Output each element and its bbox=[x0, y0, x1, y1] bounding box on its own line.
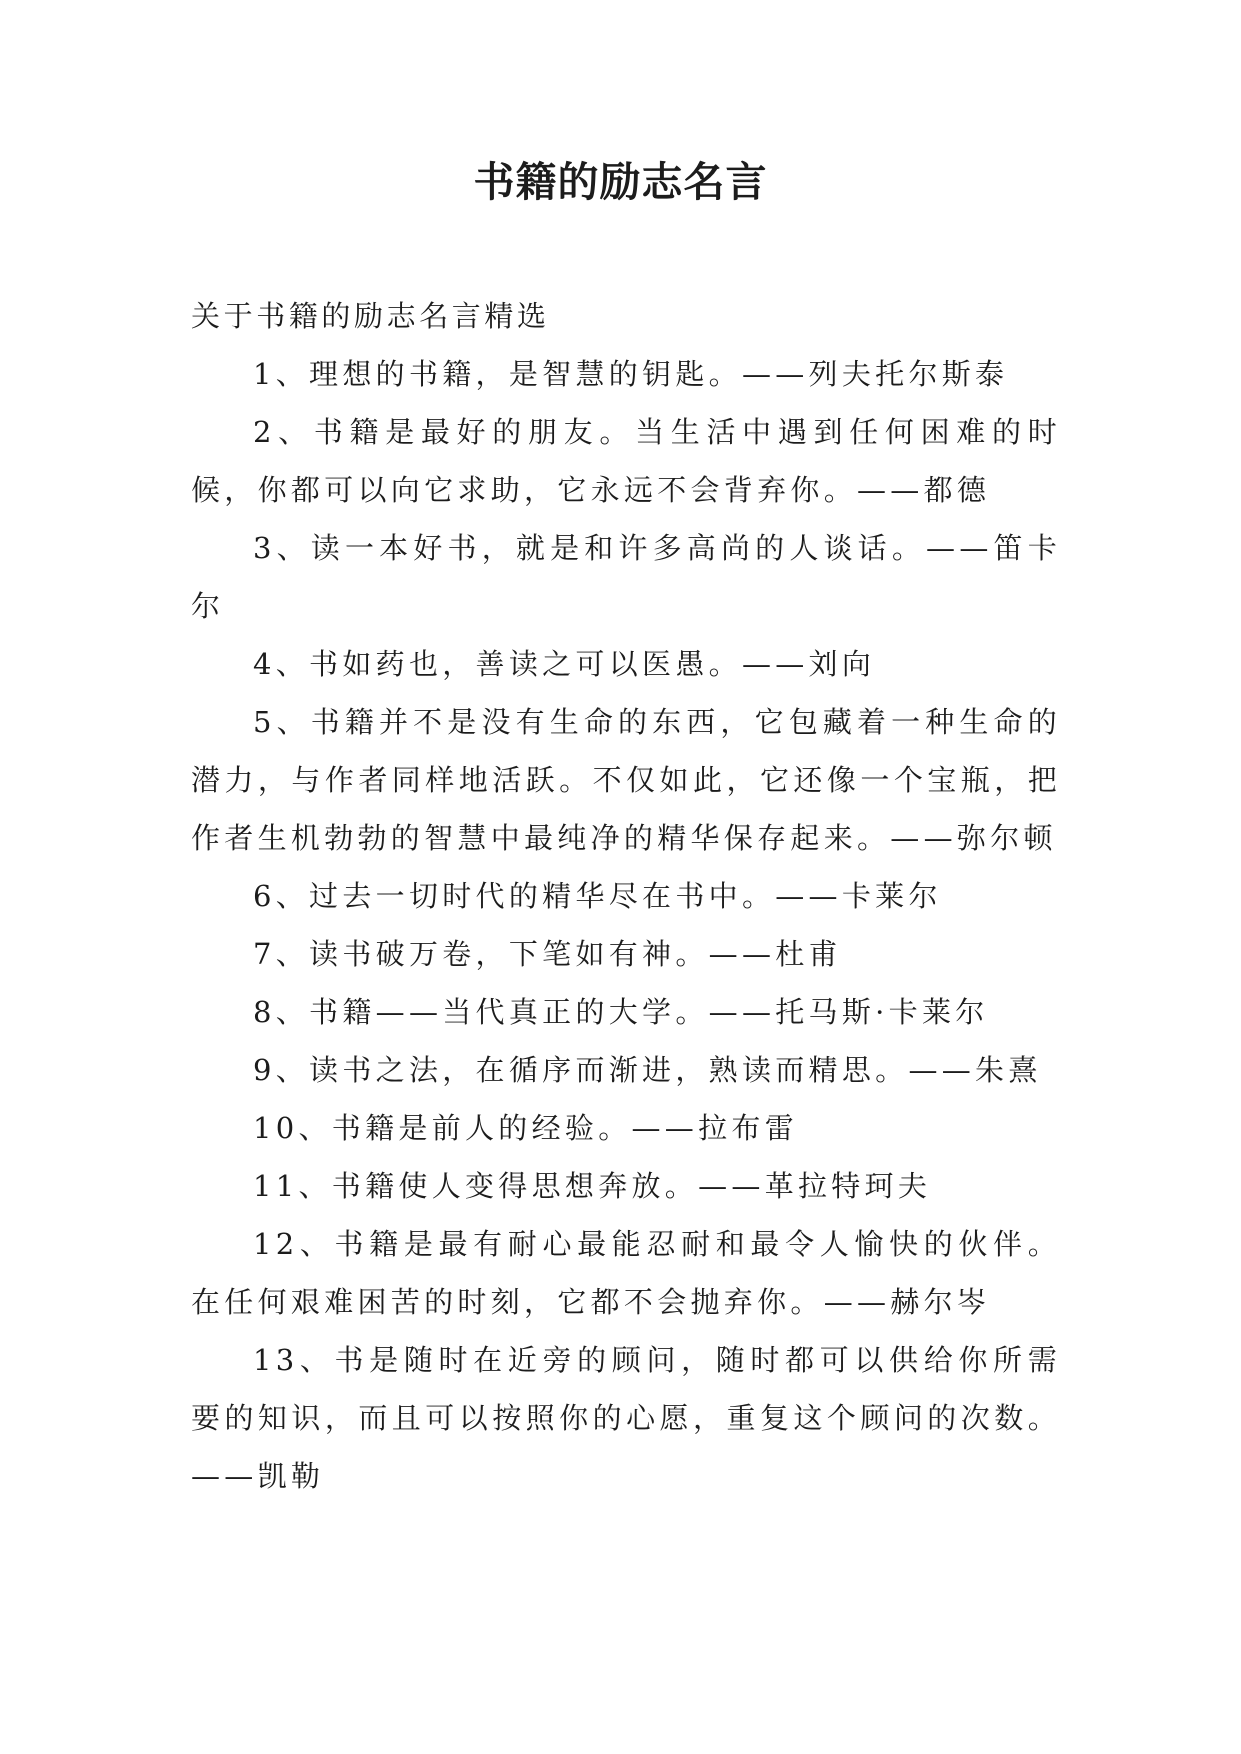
document-title: 书籍的励志名言 bbox=[473, 158, 768, 206]
quote-item: 12、书籍是最有耐心最能忍耐和最令人愉快的伙伴。在任何艰难困苦的时刻，它都不会抛弃你。——赫尔岑 bbox=[191, 1227, 1061, 1319]
quote-item: 7、读书破万卷，下笔如有神。——杜甫 bbox=[253, 937, 842, 971]
quote-item: 13、书是随时在近旁的顾问，随时都可以供给你所需要的知识，而且可以按照你的心愿，重复这个顾问的次数。——凯勒 bbox=[191, 1343, 1061, 1493]
quote-item: 8、书籍——当代真正的大学。——托马斯·卡莱尔 bbox=[253, 995, 989, 1029]
quote-item: 6、过去一切时代的精华尽在书中。——卡莱尔 bbox=[253, 879, 942, 913]
quote-item: 2、书籍是最好的朋友。当生活中遇到任何困难的时候，你都可以向它求助，它永远不会背弃你。——都德 bbox=[191, 415, 1061, 507]
document-body bbox=[191, 287, 1061, 1505]
quote-item: 10、书籍是前人的经验。——拉布雷 bbox=[253, 1111, 799, 1145]
quote-item: 11、书籍使人变得思想奔放。——革拉特珂夫 bbox=[253, 1169, 932, 1203]
quote-item: 9、读书之法，在循序而渐进，熟读而精思。——朱熹 bbox=[253, 1053, 1042, 1087]
quote-item: 4、书如药也，善读之可以医愚。——刘向 bbox=[253, 647, 876, 681]
quote-item: 3、读一本好书，就是和许多高尚的人谈话。——笛卡尔 bbox=[191, 531, 1061, 623]
intro-line: 关于书籍的励志名言精选 bbox=[191, 299, 550, 333]
quote-item: 1、理想的书籍，是智慧的钥匙。——列夫托尔斯泰 bbox=[253, 357, 1009, 391]
quote-item: 5、书籍并不是没有生命的东西，它包藏着一种生命的潜力，与作者同样地活跃。不仅如此，它还像一个宝瓶，把作者生机勃勃的智慧中最纯净的精华保存起来。——弥尔顿 bbox=[191, 705, 1061, 855]
